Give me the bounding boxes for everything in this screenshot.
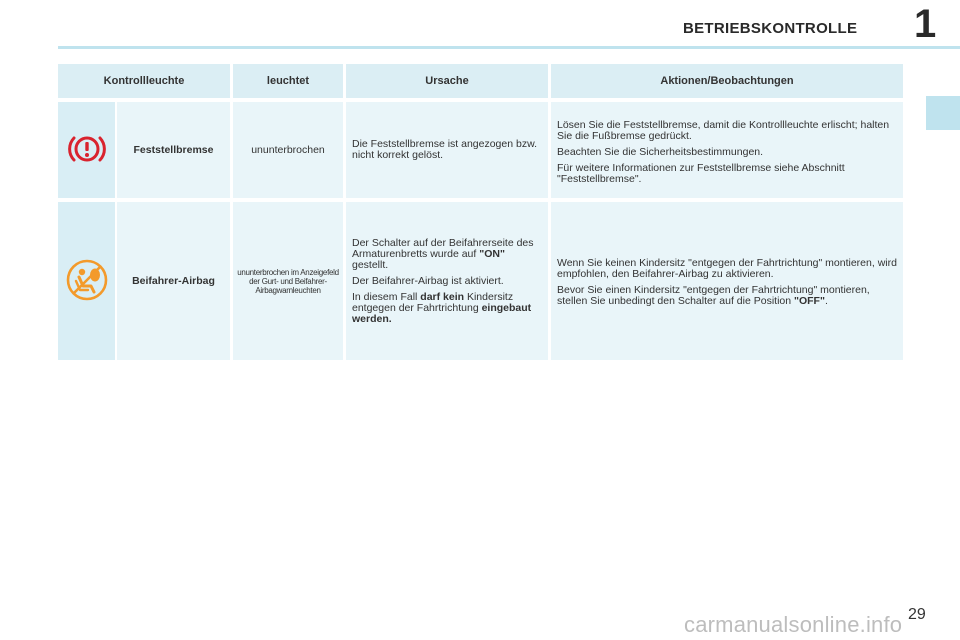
header-divider xyxy=(58,46,960,49)
cause-paragraph: In diesem Fall darf kein Kindersitz entgegen der Fahrtrichtung eingebaut werden. xyxy=(352,291,532,325)
table-cell-cause xyxy=(346,102,548,198)
table-cell-indicator-name: Beifahrer-Airbag xyxy=(117,202,230,360)
page-number: 29 xyxy=(908,606,926,623)
table-cell-actions xyxy=(551,102,903,198)
table-row-icon-cell xyxy=(58,202,115,360)
parking-brake-warning-icon xyxy=(67,132,107,169)
action-paragraph: Für weitere Informationen zur Feststellbremse siehe Abschnitt "Feststellbremse". xyxy=(557,162,845,185)
column-header-indicator: Kontrollleuchte xyxy=(58,64,230,98)
watermark: carmanualsonline.info xyxy=(684,612,903,637)
table-cell-cause xyxy=(346,202,548,360)
table-row-icon-cell xyxy=(58,102,115,198)
action-paragraph: Lösen Sie die Feststellbremse, damit die Kontrollleuchte erlischt; halten Sie die Fußbremse gedrückt. xyxy=(557,119,890,142)
column-header-lit: leuchtet xyxy=(233,64,343,98)
column-header-cause: Ursache xyxy=(346,64,548,98)
chapter-number: 1 xyxy=(914,2,937,46)
table-cell-indicator-name: Feststellbremse xyxy=(117,102,230,198)
cause-paragraph: Der Schalter auf der Beifahrerseite des Armaturenbretts wurde auf "ON" gestellt. xyxy=(352,237,534,271)
action-paragraph: Bevor Sie einen Kindersitz "entgegen der Fahrtrichtung" montieren, stellen Sie unbedingt den Schalter auf die Position "OFF". xyxy=(557,284,870,307)
action-paragraph: Wenn Sie keinen Kindersitz "entgegen der Fahrtrichtung" montieren, wird empfohlen, den Beifahrer-Airbag zu aktivieren. xyxy=(557,257,897,280)
lit-note: ununterbrochen im Anzeigefeld der Gurt- und Beifahrer-Airbagwarnleuchten xyxy=(237,267,339,295)
page-title: BETRIEBSKONTROLLE xyxy=(683,20,858,37)
table-cell-lit xyxy=(233,202,343,360)
action-paragraph: Beachten Sie die Sicherheitsbestimmungen. xyxy=(557,146,764,158)
cause-text: Die Feststellbremse ist angezogen bzw. nicht korrekt gelöst. xyxy=(352,138,538,161)
table-cell-actions xyxy=(551,202,903,360)
passenger-airbag-off-icon xyxy=(66,259,108,304)
column-header-actions: Aktionen/Beobachtungen xyxy=(551,64,903,98)
chapter-tab xyxy=(926,96,960,130)
table-cell-lit: ununterbrochen xyxy=(233,102,343,198)
cause-paragraph: Der Beifahrer-Airbag ist aktiviert. xyxy=(352,275,504,287)
